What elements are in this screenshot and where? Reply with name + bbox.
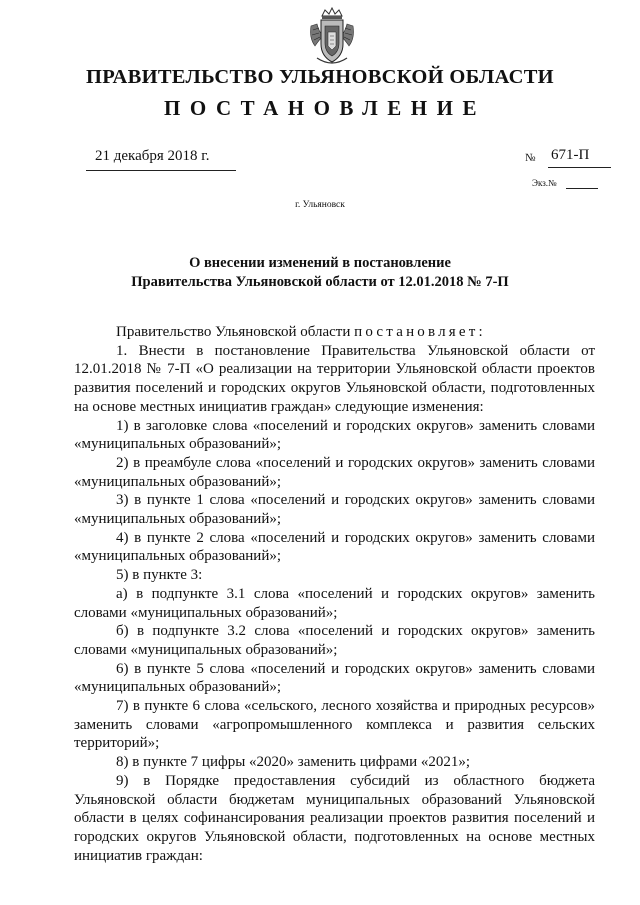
- heading-line-2: Правительства Ульяновской области от 12.01.2018 № 7-П: [131, 274, 509, 290]
- intro-text: Правительство Ульяновской области: [116, 324, 351, 340]
- body-paragraph: 8) в пункте 7 цифры «2020» заменить цифрами «2021»;: [116, 754, 471, 771]
- body-paragraph: 4) в пункте 2 слова «поселений и городских округов» заменить словами «муниципальных образований»;: [74, 529, 595, 565]
- body-paragraph: 2) в преамбуле слова «поселений и городских округов» заменить словами «муниципальных образований»;: [74, 454, 595, 490]
- date-underline: [86, 170, 236, 171]
- document-heading: [60, 254, 580, 292]
- copy-number-label: Экз.№: [532, 178, 557, 188]
- document-body: [74, 323, 595, 865]
- body-paragraph: 3) в пункте 1 слова «поселений и городских округов» заменить словами «муниципальных образований»;: [74, 492, 595, 528]
- body-paragraph: 1. Внести в постановление Правительства Ульяновской области от 12.01.2018 № 7-П «О реализации на территории Ульяновской области проектов развития поселений и городских округов Ульяновской области, подготовленных на основе местных инициатив граждан» следующие изменения:: [74, 342, 595, 415]
- body-paragraph: 9) в Порядке предоставления субсидий из областного бюджета Ульяновской области бюджетам муниципальных образований Ульяновской области в целях софинансирования реализации проектов развития поселений и городских округов Ульяновской области, подготовленных на основе местных инициатив граждан:: [74, 772, 595, 864]
- government-title: ПРАВИТЕЛЬСТВО УЛЬЯНОВСКОЙ ОБЛАСТИ: [86, 66, 554, 88]
- city-name: г. Ульяновск: [295, 200, 345, 210]
- copy-number-line: [566, 188, 598, 189]
- body-paragraph: б) в подпункте 3.2 слова «поселений и городских округов» заменить словами «муниципальных образований»;: [74, 623, 595, 658]
- intro-verb: постановляет:: [354, 324, 486, 340]
- body-paragraph: 5) в пункте 3:: [116, 567, 203, 584]
- document-type: ПОСТАНОВЛЕНИЕ: [164, 96, 486, 120]
- body-paragraph: 1) в заголовке слова «поселений и городских округов» заменить словами «муниципальных образований»;: [74, 417, 595, 453]
- number-sign: №: [525, 152, 536, 164]
- body-paragraph: 6) в пункте 5 слова «поселений и городских округов» заменить словами «муниципальных образований»;: [74, 660, 595, 696]
- document-number: 671-П: [548, 147, 611, 168]
- document-date: 21 декабря 2018 г.: [95, 148, 210, 164]
- intro-paragraph: [74, 323, 595, 342]
- coat-of-arms-icon: [305, 6, 359, 68]
- heading-line-1: О внесении изменений в постановление: [189, 255, 451, 271]
- body-paragraph: 7) в пункте 6 слова «сельского, лесного хозяйства и природных ресурсов» заменить словами «агропромышленного комплекса и развития сельских территорий»;: [74, 698, 595, 752]
- body-paragraph: а) в подпункте 3.1 слова «поселений и городских округов» заменить словами «муниципальных образований»;: [74, 585, 595, 621]
